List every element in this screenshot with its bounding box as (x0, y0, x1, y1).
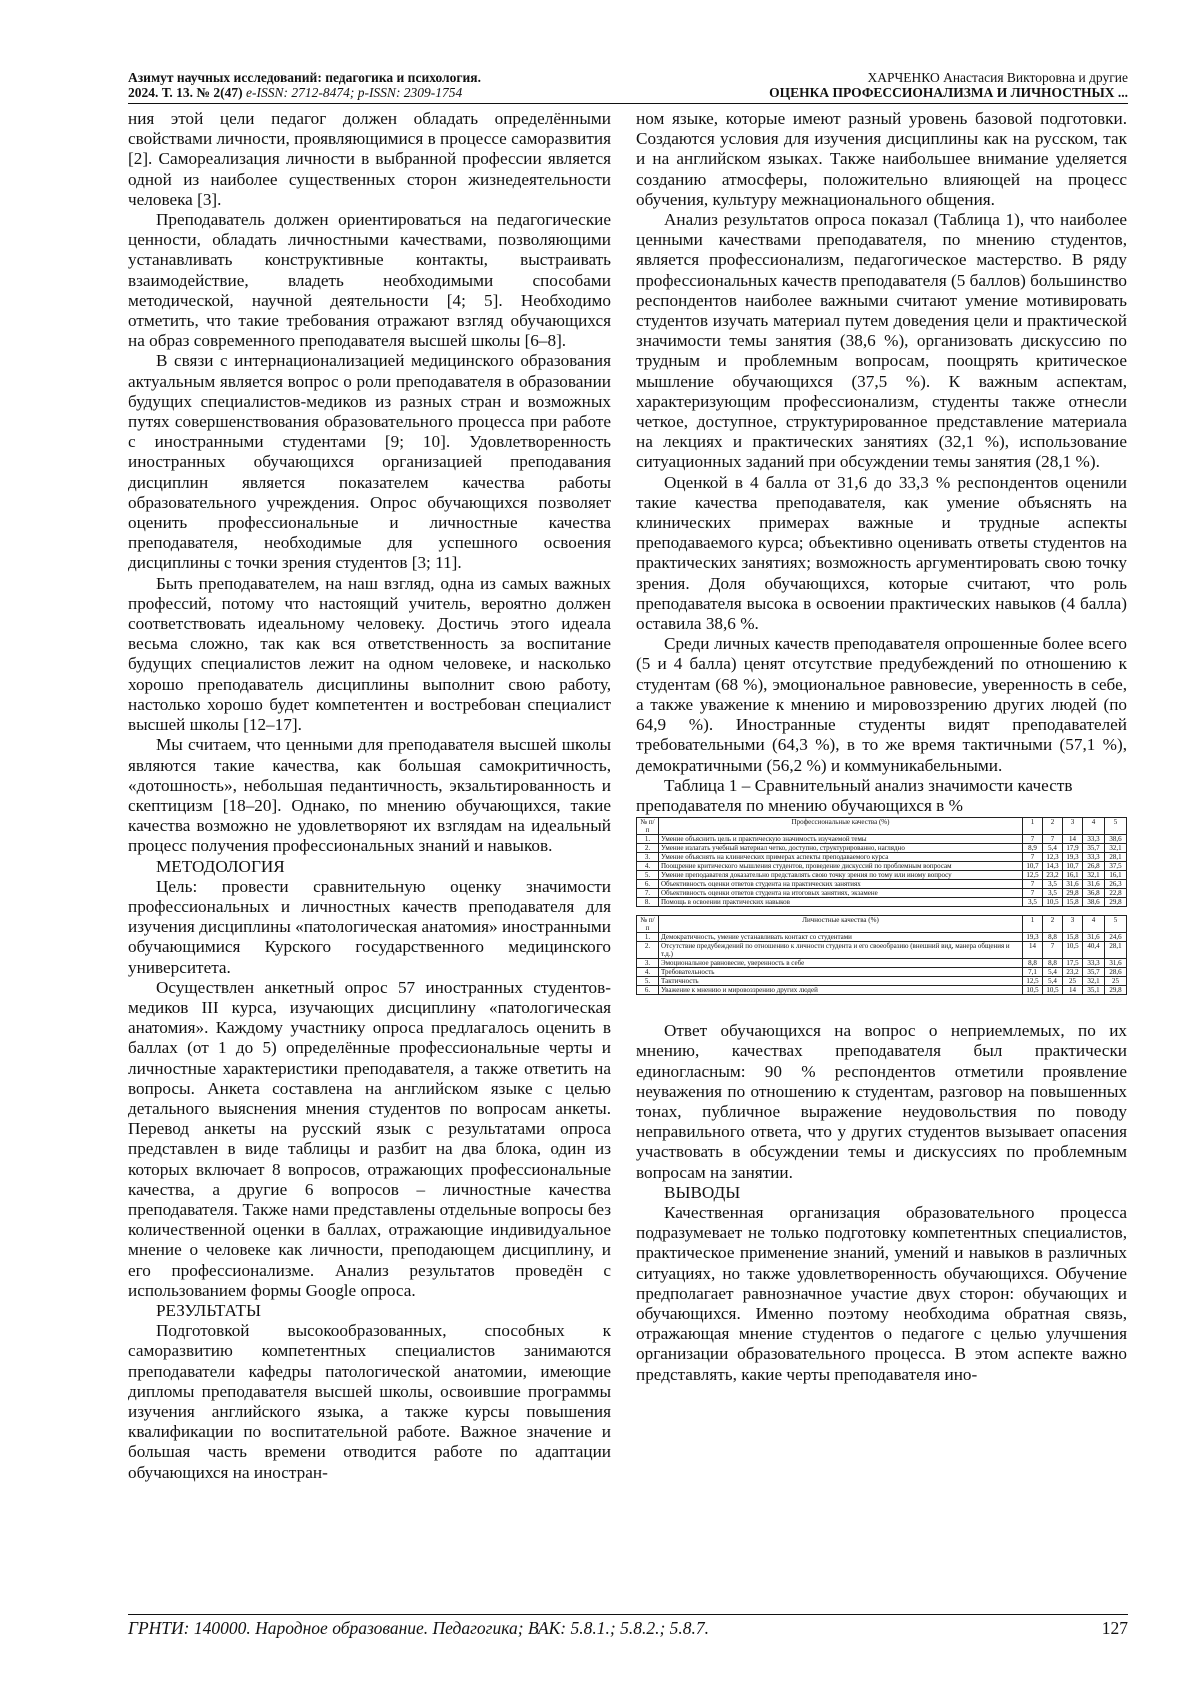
table-row (637, 933, 1127, 942)
table-cell: 35,7 (1083, 968, 1105, 977)
journal-issn: e-ISSN: 2712-8474; p-ISSN: 2309-1754 (242, 85, 463, 100)
table-row (637, 835, 1127, 844)
table-row (637, 968, 1127, 977)
running-header-left (128, 70, 481, 100)
table-cell: 37,5 (1105, 862, 1127, 871)
table-cell: 7 (1023, 889, 1043, 898)
table-cell: 7,1 (1023, 968, 1043, 977)
table-cell-quality: Умение преподавателя доказательно представлять свою точку зрения по тому или иному вопросу (659, 871, 1023, 880)
table-cell: 29,8 (1105, 986, 1127, 995)
table-cell: 15,8 (1063, 898, 1083, 907)
table-cell: 7 (1043, 942, 1063, 959)
table-cell: 36,8 (1083, 889, 1105, 898)
table-cell-quality: Умение излагать учебный материал четко, доступно, структурированно, наглядно (659, 844, 1023, 853)
paragraph: Оценкой в 4 балла от 31,6 до 33,3 % респондентов оценили такие качества преподавателя, как умение объяснять на клинических примерах важные и трудные аспекты преподаваемого курса; объективно оценивать ответы студентов на практических занятиях; возможность аргументировать свою точку зрения. Доля обучающихся, которые считают, что роль преподавателя высока в освоении практических навыков (4 балла) оставила 38,6 %. (636, 472, 1127, 634)
table-cell: 25 (1105, 977, 1127, 986)
table-header-cell: 5 (1105, 916, 1127, 933)
table-cell-quality: Тактичность (659, 977, 1023, 986)
paragraph: Анализ результатов опроса показал (Таблица 1), что наиболее ценными качествами преподавателя, по мнению студентов, является профессионализм, педагогическое мастерство. В ряду профессиональных качеств преподавателя (5 баллов) большинство респондентов наиболее важными считают умение мотивировать студентов изучать материал путем доведения цели и практической значимости темы занятия (38,6 %), организовать дискуссию по трудным и проблемным вопросам, поощрять критическое мышление обучающихся (37,5 %). К важным аспектам, характеризующим профессионализм, студенты также отнесли четкое, доступное, структурированное представление материала на лекциях и практических занятиях (32,1 %), использование ситуационных заданий при обсуждении темы занятия (28,1 %). (636, 210, 1127, 472)
table-cell: 2. (637, 942, 659, 959)
paragraph: Мы считаем, что ценными для преподавателя высшей школы являются такие качества, как большая самокритичность, «дотошность», небольшая педантичность, экзальтированность и скептицизм [18–20]. Однако, по мнению обучающихся, такие качества возможно не удовлетворяют их взглядам на идеальный процесс получения профессиональных знаний и навыков. (128, 735, 611, 856)
table-cell: 6. (637, 986, 659, 995)
table-cell: 7. (637, 889, 659, 898)
table-cell: 10,7 (1063, 862, 1083, 871)
paragraph: Цель: провести сравнительную оценку значимости профессиональных и личностных качеств преподавателя для изучения дисциплины «патологическая анатомия» иностранными обучающимися Курского государственного медицинского университета. (128, 876, 611, 977)
table-cell: 10,7 (1023, 862, 1043, 871)
journal-issue: 2024. Т. 13. № 2(47) (128, 85, 243, 100)
table-cell: 16,1 (1063, 871, 1083, 880)
paragraph: В связи с интернационализацией медицинского образования актуальным является вопрос о роли преподавателя в образовании будущих специалистов-медиков из разных стран и возможных путях совершенствования образовательного процесса при работе с иностранными студентами [9; 10]. Удовлетворенность иностранных обучающихся организацией преподавания дисциплин является показателем качества работы образовательного учреждения. Опрос обучающихся позволяет оценить профессиональные и личностные качества преподавателя, необходимые для успешного освоения дисциплины с точки зрения студентов [3; 11]. (128, 351, 611, 573)
table-cell: 17,9 (1063, 844, 1083, 853)
table-cell: 10,5 (1063, 942, 1083, 959)
table-cell: 31,6 (1083, 933, 1105, 942)
header-rule (128, 103, 1128, 104)
table-cell: 31,6 (1063, 880, 1083, 889)
table-cell: 26,3 (1105, 880, 1127, 889)
table-cell-quality: Эмоциональное равновесие, уверенность в себе (659, 959, 1023, 968)
section-heading-methodology: МЕТОДОЛОГИЯ (156, 856, 285, 876)
table-row (637, 853, 1127, 862)
paragraph: Подготовкой высокообразованных, способных к саморазвитию компетентных специалистов занимаются преподаватели кафедры патологической анатомии, имеющие дипломы преподавателя высшей школы, освоившие программы изучения английского языка, а также курсы повышения квалификации по воспитательной работе. Важное значение и большая часть времени отводится работе по адаптации обучающихся на иностран- (128, 1321, 611, 1482)
paragraph: Ответ обучающихся на вопрос о неприемлемых, по их мнению, качествах преподавателя был практически единогласным: 90 % респондентов отметили проявление неуважения по отношению к студентам, разговор на повышенных тонах, публичное выражение неудовольствия по поводу неправильного ответа, что у других студентов вызывает опасения участвовать в обсуждении темы и дискуссиях по проблемным вопросам на занятии. (636, 1021, 1127, 1182)
table-header-quality: Личностные качества (%) (659, 916, 1023, 933)
header-article-title: ОЦЕНКА ПРОФЕССИОНАЛИЗМА И ЛИЧНОСТНЫХ ... (769, 85, 1128, 100)
footer-classification: ГРНТИ: 140000. Народное образование. Педагогика; ВАК: 5.8.1.; 5.8.2.; 5.8.7. (128, 1618, 710, 1638)
paragraph: ния этой цели педагог должен обладать определёнными свойствами личности, проявляющимися в процессе саморазвития [2]. Самореализация личности в выбранной профессии является одной из наиболее существенных сторон жизнедеятельности человека [3]. (128, 109, 611, 209)
table-cell: 32,1 (1083, 977, 1105, 986)
table-cell: 33,3 (1083, 835, 1105, 844)
table-cell: 3,5 (1043, 889, 1063, 898)
table-header-row (637, 916, 1127, 933)
table-cell: 8,9 (1023, 844, 1043, 853)
table-cell: 32,1 (1105, 844, 1127, 853)
table-row (637, 871, 1127, 880)
table-cell: 8,8 (1043, 933, 1063, 942)
table-cell-quality: Отсутствие предубеждений по отношению к личности студента и его своеобразию (внешний вид, манера общения и т.д.) (659, 942, 1023, 959)
table-cell: 33,3 (1083, 853, 1105, 862)
section-heading-results: РЕЗУЛЬТАТЫ (156, 1300, 261, 1320)
table-cell: 5,4 (1043, 968, 1063, 977)
table-cell-quality: Объективность оценки ответов студента на итоговых занятиях, экзамене (659, 889, 1023, 898)
table-cell: 38,6 (1083, 898, 1105, 907)
table-header-cell: № п/п (637, 916, 659, 933)
table-cell: 8,8 (1023, 959, 1043, 968)
table-header-cell: 1 (1023, 916, 1043, 933)
table-cell: 23,2 (1063, 968, 1083, 977)
header-authors: ХАРЧЕНКО Анастасия Викторовна и другие (867, 70, 1128, 85)
right-column (636, 109, 1127, 1385)
table-cell-quality: Умение объяснить цель и практическую значимость изучаемой темы (659, 835, 1023, 844)
table-cell: 14 (1063, 835, 1083, 844)
table-caption: Таблица 1 – Сравнительный анализ значимости качеств преподавателя по мнению обучающихся в % (636, 775, 1073, 815)
table-cell: 4. (637, 862, 659, 871)
table-cell: 35,7 (1083, 844, 1105, 853)
table-cell: 14,3 (1043, 862, 1063, 871)
table-header-quality: Профессиональные качества (%) (659, 818, 1023, 835)
table-cell: 8,8 (1043, 959, 1063, 968)
table-cell: 6. (637, 880, 659, 889)
table-cell: 16,1 (1105, 871, 1127, 880)
table-header-cell: 5 (1105, 818, 1127, 835)
table-professional-qualities (636, 817, 1127, 907)
table-header-cell: 3 (1063, 916, 1083, 933)
footer-rule (128, 1614, 1128, 1615)
table-cell: 4. (637, 968, 659, 977)
paragraph: Преподаватель должен ориентироваться на педагогические ценности, обладать личностными качествами, позволяющими устанавливать конструктивные контакты, выстраивать взаимодействие, владеть необходимыми способами методической, научной деятельности [4; 5]. Необходимо отметить, что такие требования отражают взгляд обучающихся на образ современного преподавателя высшей школы [6–8]. (128, 210, 611, 351)
paragraph: ном языке, которые имеют разный уровень базовой подготовки. Создаются условия для изучения дисциплины как на русском, так и на английском языках. Также наибольшее внимание уделяется созданию атмосферы, положительно влияющей на процесс обучения, культуру межнационального общения. (636, 109, 1127, 209)
table-cell-quality: Объективность оценки ответов студента на практических занятиях (659, 880, 1023, 889)
table-cell: 7 (1023, 853, 1043, 862)
table-cell: 7 (1043, 835, 1063, 844)
table-row (637, 959, 1127, 968)
table-row (637, 889, 1127, 898)
table-cell: 28,6 (1105, 968, 1127, 977)
table-cell-quality: Требовательность (659, 968, 1023, 977)
table-cell: 31,6 (1083, 880, 1105, 889)
table-header-cell: 2 (1043, 818, 1063, 835)
table-cell: 19,3 (1063, 853, 1083, 862)
table-row (637, 844, 1127, 853)
table-cell: 7 (1023, 880, 1043, 889)
table-cell: 3,5 (1023, 898, 1043, 907)
table-personal-qualities (636, 915, 1127, 995)
table-cell: 3. (637, 959, 659, 968)
table-cell-quality: Уважение к мнению и мировоззрению других людей (659, 986, 1023, 995)
table-cell: 31,6 (1105, 959, 1127, 968)
table-cell: 14 (1063, 986, 1083, 995)
table-cell: 28,1 (1105, 942, 1127, 959)
table-cell: 23,2 (1043, 871, 1063, 880)
table-cell-quality: Поощрение критического мышления студентов, проведение дискуссий по проблемным вопросам (659, 862, 1023, 871)
paragraph: Среди личных качеств преподавателя опрошенные более всего (5 и 4 балла) ценят отсутствие предубеждений по отношению к студентам (68 %), эмоциональное равновесие, уверенность в себе, а также уважение к мнению и мировоззрению других людей (по 64,9 %). Иностранные студенты видят преподавателей требовательными (64,3 %), в то же время тактичными (57,1 %), демократичными (56,2 %) и коммуникабельными. (636, 634, 1127, 775)
table-header-cell: № п/п (637, 818, 659, 835)
table-cell: 14 (1023, 942, 1043, 959)
table-cell: 24,6 (1105, 933, 1127, 942)
table-cell: 1. (637, 933, 659, 942)
table-cell: 3,5 (1043, 880, 1063, 889)
table-cell: 17,5 (1063, 959, 1083, 968)
table-cell: 7 (1023, 835, 1043, 844)
left-column (128, 109, 611, 1483)
table-cell: 5. (637, 871, 659, 880)
table-row (637, 880, 1127, 889)
table-header-cell: 3 (1063, 818, 1083, 835)
running-header-right (769, 70, 1128, 100)
table-header-row (637, 818, 1127, 835)
table-cell: 15,8 (1063, 933, 1083, 942)
table-cell: 28,1 (1105, 853, 1127, 862)
table-cell: 22,8 (1105, 889, 1127, 898)
table-cell: 2. (637, 844, 659, 853)
table-row (637, 986, 1127, 995)
table-row (637, 942, 1127, 959)
table-cell: 5. (637, 977, 659, 986)
table-cell: 12,5 (1023, 977, 1043, 986)
table-cell: 35,1 (1083, 986, 1105, 995)
table-row (637, 862, 1127, 871)
paragraph: Быть преподавателем, на наш взгляд, одна из самых важных профессий, потому что настоящий учитель, вероятно должен соответствовать идеальному человеку. Достичь этого идеала весьма сложно, так как вся ответственность за воспитание будущих специалистов лежит на одном человеке, и насколько хорошо преподаватель дисциплины выполнит свою работу, настолько хорошо будет компетентен и востребован специалист высшей школы [12–17]. (128, 573, 611, 735)
journal-name: Азимут научных исследований: педагогика и психология. (128, 70, 481, 85)
table-cell: 8. (637, 898, 659, 907)
table-cell: 33,3 (1083, 959, 1105, 968)
table-cell-quality: Помощь в освоении практических навыков (659, 898, 1023, 907)
table-header-cell: 1 (1023, 818, 1043, 835)
table-cell: 3. (637, 853, 659, 862)
table-row (637, 977, 1127, 986)
paragraph: Осуществлен анкетный опрос 57 иностранных студентов-медиков III курса, изучающих дисциплину «патологическая анатомия». Каждому участнику опроса предлагалось оценить в баллах (от 1 до 5) определённые профессиональные черты и личностные характеристики преподавателя, а также ответить на вопросы. Анкета составлена на английском языке с целью детального выяснения мнения студентов по вопросам анкеты. Перевод анкеты на русский язык с результатами опроса представлен в виде таблицы и разбит на два блока, один из которых включает 8 вопросов, отражающих профессиональные качества, а другие 6 вопросов – личностные качества преподавателя. Также нами представлены отдельные вопросы без количественной оценки в баллах, отражающие индивидуальное мнение о человеке как личности, преподающем дисциплину, и его профессионализме. Анализ результатов проведён с использованием формы Google опроса. (128, 977, 611, 1300)
section-heading-conclusions: ВЫВОДЫ (664, 1182, 741, 1202)
table-cell: 12,5 (1023, 871, 1043, 880)
table-cell: 10,5 (1043, 986, 1063, 995)
table-cell: 1. (637, 835, 659, 844)
table-header-cell: 4 (1083, 916, 1105, 933)
table-cell: 10,5 (1043, 898, 1063, 907)
table-cell: 29,8 (1063, 889, 1083, 898)
table-cell: 5,4 (1043, 977, 1063, 986)
table-cell: 29,8 (1105, 898, 1127, 907)
table-header-cell: 4 (1083, 818, 1105, 835)
table-cell: 40,4 (1083, 942, 1105, 959)
table-cell: 5,4 (1043, 844, 1063, 853)
table-cell-quality: Демократичность, умение устанавливать контакт со студентами (659, 933, 1023, 942)
page-number: 127 (1101, 1618, 1128, 1638)
table-header-cell: 2 (1043, 916, 1063, 933)
table-cell: 10,5 (1023, 986, 1043, 995)
table-cell: 25 (1063, 977, 1083, 986)
table-cell: 19,3 (1023, 933, 1043, 942)
table-cell: 32,1 (1083, 871, 1105, 880)
table-cell: 12,3 (1043, 853, 1063, 862)
table-cell-quality: Умение объяснять на клинических примерах аспекты преподаваемого курса (659, 853, 1023, 862)
table-cell: 26,8 (1083, 862, 1105, 871)
table-cell: 38,6 (1105, 835, 1127, 844)
table-row (637, 898, 1127, 907)
paragraph: Качественная организация образовательного процесса подразумевает не только подготовку компетентных специалистов, практическое применение знаний, умений и навыков в различных ситуациях, но также удовлетворенность обучающихся. Обучение предполагает равнозначное участие двух сторон: обучающих и обучающихся. Именно поэтому необходима обратная связь, отражающая мнение студентов о педагоге с целью улучшения организации образовательного процесса. В этом аспекте важно представлять, какие черты преподавателя ино- (636, 1202, 1127, 1384)
